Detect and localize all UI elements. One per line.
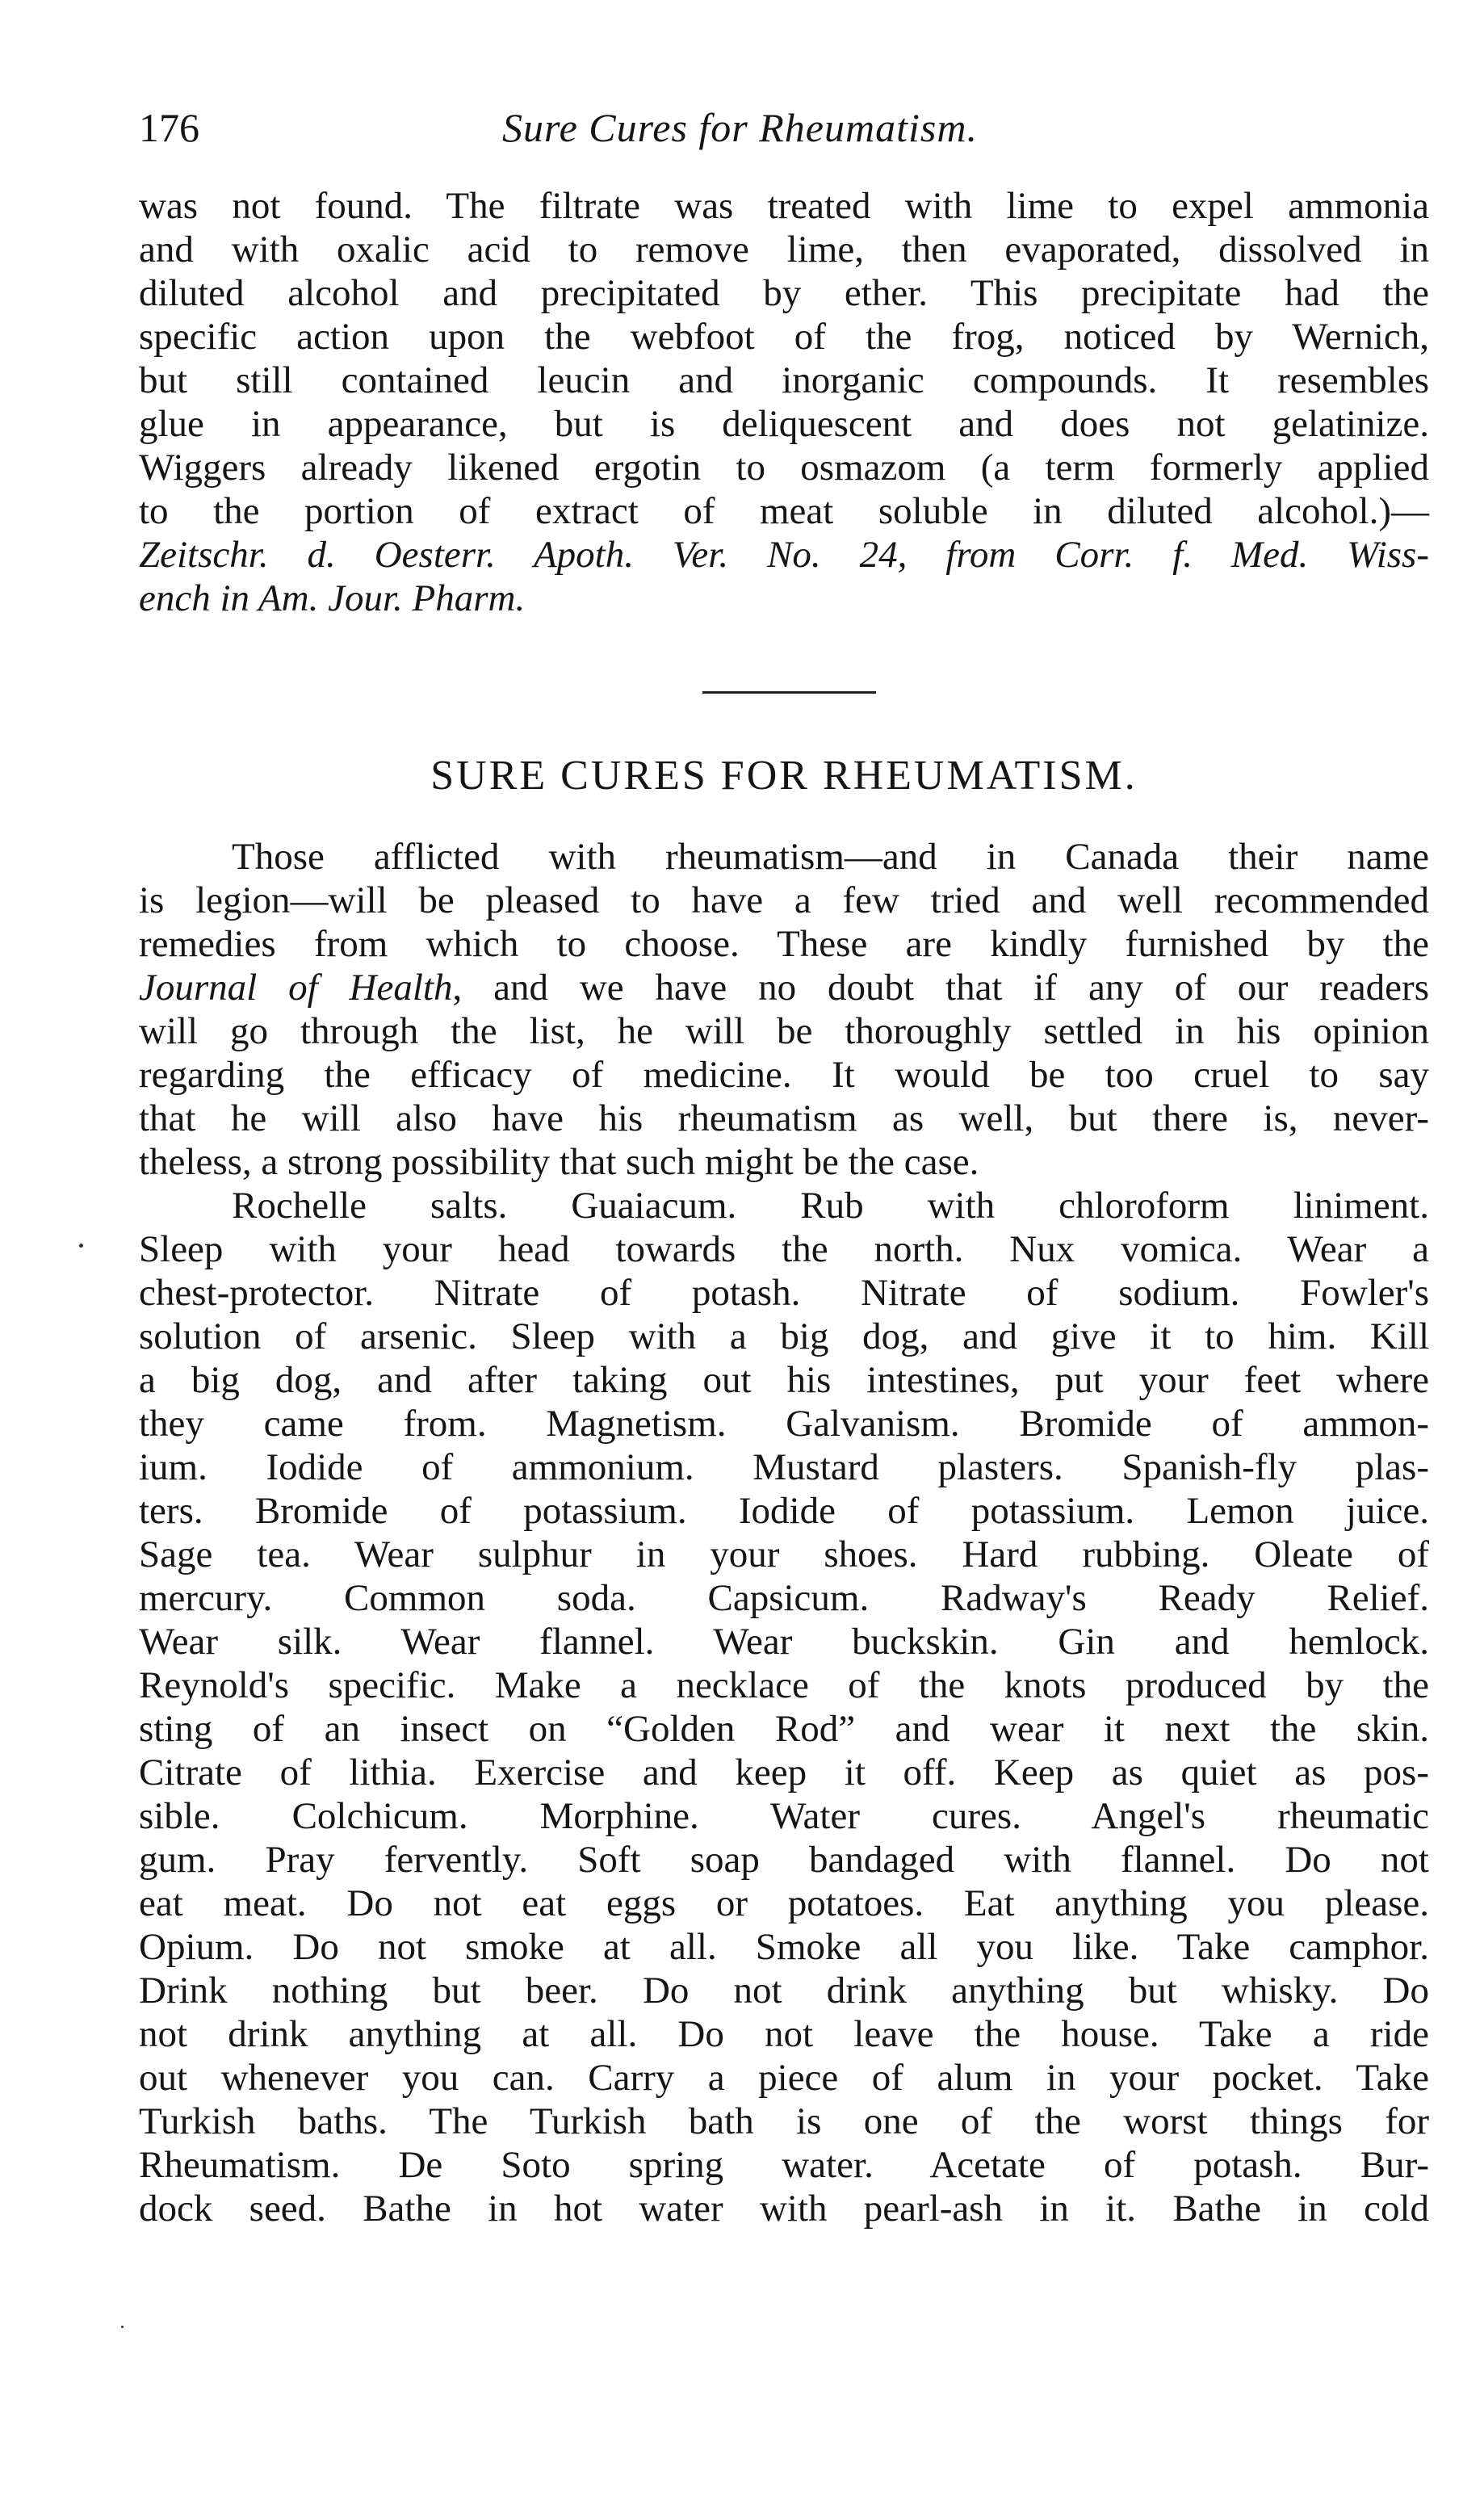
text-line: Citrate of lithia. Exercise and keep it off. Keep as quiet as pos-	[139, 1752, 1429, 1794]
text-line: mercury. Common soda. Capsicum. Radway's Ready Relief.	[139, 1577, 1429, 1619]
text-line: Sleep with your head towards the north. Nux vomica. Wear a	[139, 1228, 1429, 1270]
text-line: dock seed. Bathe in hot water with pearl-ash in it. Bathe in cold	[139, 2188, 1429, 2230]
text-line: out whenever you can. Carry a piece of alum in your pocket. Take	[139, 2057, 1429, 2099]
section-divider	[702, 691, 876, 694]
text-line: Wiggers already likened ergotin to osmazom (a term formerly applied	[139, 447, 1429, 489]
text-line: will go through the list, he will be thoroughly settled in his opinion	[139, 1010, 1429, 1052]
previous-article-text	[139, 184, 1429, 620]
text-line: gum. Pray fervently. Soft soap bandaged with flannel. Do not	[139, 1839, 1429, 1881]
text-line: Turkish baths. The Turkish bath is one of the worst things for	[139, 2100, 1429, 2142]
text-line: eat meat. Do not eat eggs or potatoes. Eat anything you please.	[139, 1882, 1429, 1924]
text-line: a big dog, and after taking out his intestines, put your feet where	[139, 1359, 1429, 1401]
text-line: Rheumatism. De Soto spring water. Acetate of potash. Bur-	[139, 2144, 1429, 2186]
text-line: chest-protector. Nitrate of potash. Nitrate of sodium. Fowler's	[139, 1272, 1429, 1314]
text-line: regarding the efficacy of medicine. It would be too cruel to say	[139, 1054, 1429, 1096]
text-line: Zeitschr. d. Oesterr. Apoth. Ver. No. 24, from Corr. f. Med. Wiss-	[139, 534, 1429, 576]
text-line: to the portion of extract of meat soluble in diluted alcohol.)—	[139, 490, 1429, 532]
paragraph-intro	[139, 835, 1429, 1184]
text-line: Journal of Health, and we have no doubt that if any of our readers	[139, 967, 1429, 1009]
text-line: solution of arsenic. Sleep with a big dog, and give it to him. Kill	[139, 1315, 1429, 1357]
text-line: but still contained leucin and inorganic compounds. It resembles	[139, 359, 1429, 401]
text-line: Opium. Do not smoke at all. Smoke all you like. Take camphor.	[139, 1926, 1429, 1968]
text-line: ench in Am. Jour. Pharm.	[139, 577, 526, 619]
print-speck	[79, 1244, 83, 1248]
text-line: Sage tea. Wear sulphur in your shoes. Hard rubbing. Oleate of	[139, 1533, 1429, 1575]
text-line: diluted alcohol and precipitated by ether. This precipitate had the	[139, 272, 1429, 314]
text-line: was not found. The filtrate was treated with lime to expel ammonia	[139, 185, 1429, 227]
text-line: Wear silk. Wear flannel. Wear buckskin. Gin and hemlock.	[139, 1621, 1429, 1663]
print-speck	[121, 2326, 124, 2328]
text-line: sible. Colchicum. Morphine. Water cures. Angel's rheumatic	[139, 1795, 1429, 1837]
text-line: theless, a strong possibility that such might be the case.	[139, 1141, 979, 1183]
text-line: ium. Iodide of ammonium. Mustard plasters. Spanish-fly plas-	[139, 1446, 1429, 1488]
text-line: is legion—will be pleased to have a few tried and well recommended	[139, 879, 1429, 921]
text-line: Reynold's specific. Make a necklace of the knots produced by the	[139, 1664, 1429, 1706]
running-title: Sure Cures for Rheumatism.	[502, 105, 978, 150]
text-line: specific action upon the webfoot of the frog, noticed by Wernich,	[139, 316, 1429, 358]
page-number: 176	[139, 105, 199, 150]
text-line: not drink anything at all. Do not leave the house. Take a ride	[139, 2013, 1429, 2055]
text-line: Rochelle salts. Guaiacum. Rub with chloroform liniment.	[232, 1185, 1429, 1227]
running-head	[139, 95, 1431, 160]
article-heading: SURE CURES FOR RHEUMATISM.	[430, 753, 1138, 799]
text-line: remedies from which to choose. These are kindly furnished by the	[139, 923, 1429, 965]
text-line: that he will also have his rheumatism as well, but there is, never-	[139, 1097, 1429, 1139]
text-line: Those afflicted with rheumatism—and in Canada their name	[232, 836, 1429, 878]
text-line: and with oxalic acid to remove lime, then evaporated, dissolved in	[139, 229, 1429, 271]
text-line: Drink nothing but beer. Do not drink anything but whisky. Do	[139, 1970, 1429, 2012]
text-line: they came from. Magnetism. Galvanism. Bromide of ammon-	[139, 1403, 1429, 1445]
text-line: glue in appearance, but is deliquescent and does not gelatinize.	[139, 403, 1429, 445]
article-body	[139, 835, 1429, 2230]
text-line: sting of an insect on “Golden Rod” and wear it next the skin.	[139, 1708, 1429, 1750]
paragraph-remedies	[139, 1184, 1429, 2230]
text-line: ters. Bromide of potassium. Iodide of potassium. Lemon juice.	[139, 1490, 1429, 1532]
